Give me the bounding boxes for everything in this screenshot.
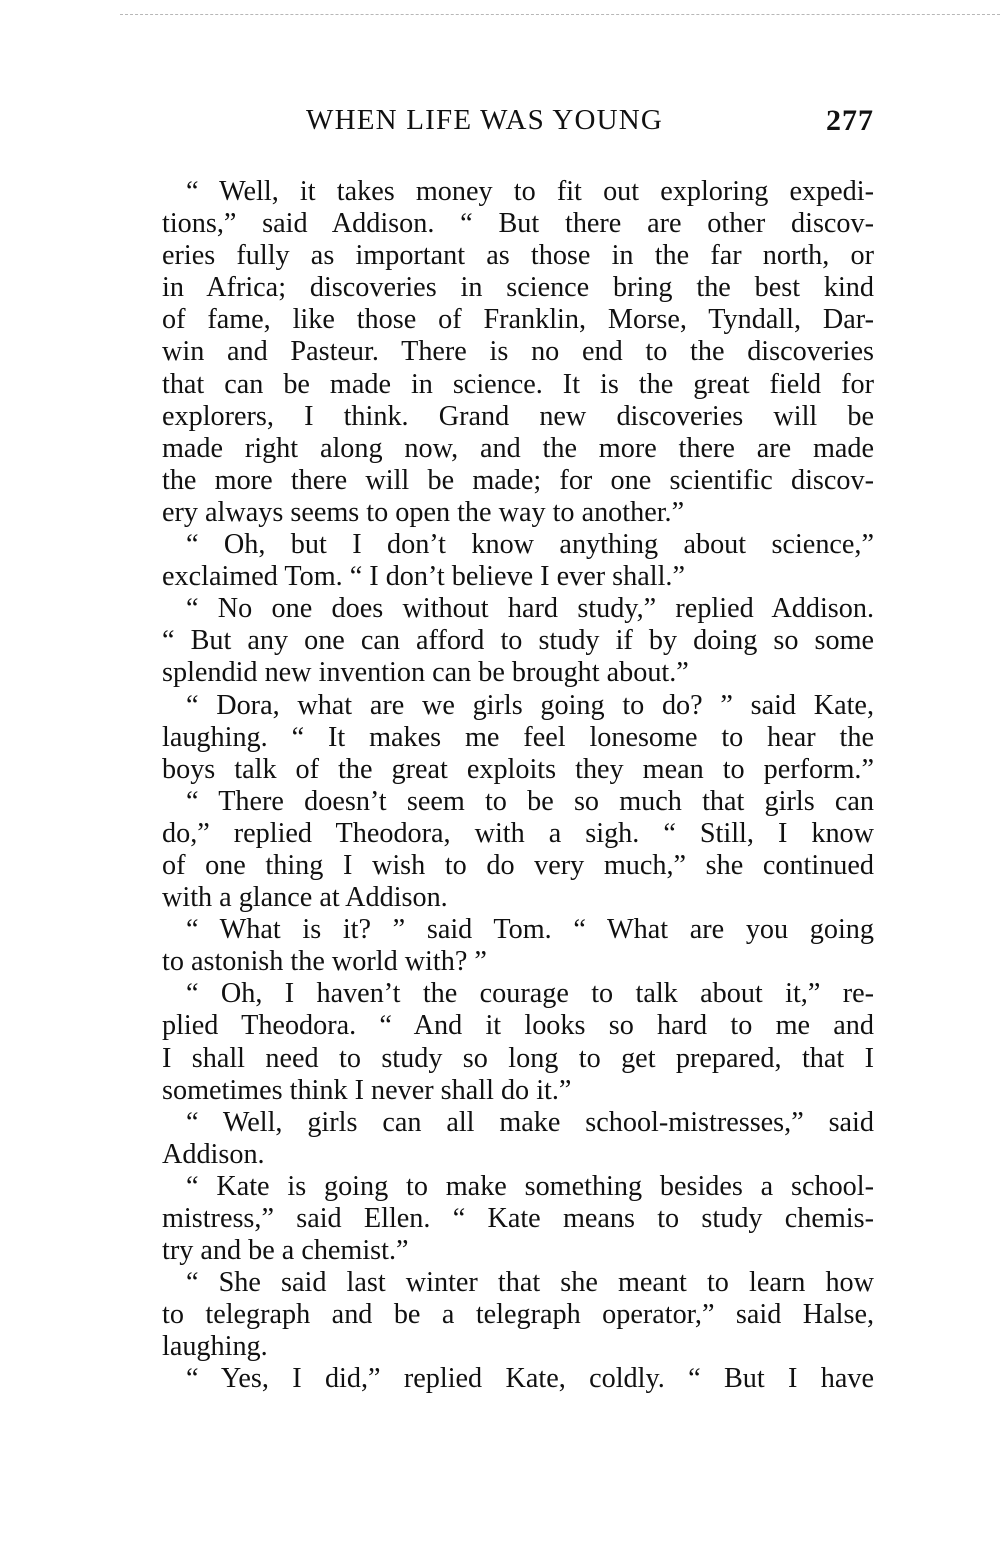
scan-edge-artifact [120,14,1000,15]
text-line: splendid new invention can be brought about.” [162,657,689,689]
text-line: plied Theodora. “ And it looks so hard to me and [162,1010,874,1042]
text-line: “ She said last winter that she meant to learn how [186,1267,874,1299]
text-line: exclaimed Tom. “ I don’t believe I ever shall.” [162,561,685,593]
text-line: “ But any one can afford to study if by doing so some [162,625,874,657]
text-line: with a glance at Addison. [162,882,448,914]
text-line: “ Well, girls can all make school-mistresses,” said [186,1106,874,1138]
text-line: “ Oh, I haven’t the courage to talk about it,” re- [186,978,874,1010]
text-line: “ Yes, I did,” replied Kate, coldly. “ But I have [186,1363,874,1395]
text-line: Addison. [162,1138,265,1170]
text-line: of fame, like those of Franklin, Morse, Tyndall, Dar- [162,304,874,336]
text-line: “ There doesn’t seem to be so much that girls can [186,785,874,817]
running-title: WHEN LIFE WAS YOUNG [306,104,664,136]
text-line: “ No one does without hard study,” replied Addison. [186,593,874,625]
text-line: laughing. “ It makes me feel lonesome to hear the [162,721,874,753]
text-line: explorers, I think. Grand new discoveries will be [162,400,874,432]
text-line: “ Kate is going to make something besides a school- [186,1170,874,1202]
text-line: laughing. [162,1331,268,1363]
text-line: sometimes think I never shall do it.” [162,1074,572,1106]
text-line: of one thing I wish to do very much,” she continued [162,849,874,881]
text-line: try and be a chemist.” [162,1235,409,1267]
text-line: “ Oh, but I don’t know anything about science,” [186,529,874,561]
text-line: that can be made in science. It is the great field for [162,368,874,400]
running-header [162,104,874,144]
text-line: to telegraph and be a telegraph operator,” said Halse, [162,1299,874,1331]
text-line: mistress,” said Ellen. “ Kate means to study chemis- [162,1203,874,1234]
text-line: the more there will be made; for one scientific discov- [162,464,874,496]
text-line: “ What is it? ” said Tom. “ What are you going [186,914,874,946]
text-line: “ Dora, what are we girls going to do? ” said Kate, [186,689,874,721]
text-line: ery always seems to open the way to another.” [162,496,685,528]
text-line: do,” replied Theodora, with a sigh. “ Still, I know [162,817,874,849]
text-line: tions,” said Addison. “ But there are other discov- [162,208,874,240]
text-line: to astonish the world with? ” [162,946,487,978]
text-line: boys talk of the great exploits they mean to perform.” [162,753,874,785]
text-line: I shall need to study so long to get prepared, that I [162,1042,874,1074]
page-number: 277 [826,104,874,137]
text-line: “ Well, it takes money to fit out exploring expedi- [186,176,874,207]
body-text [162,176,874,1396]
text-line: win and Pasteur. There is no end to the discoveries [162,336,874,368]
text-line: in Africa; discoveries in science bring the best kind [162,272,874,304]
text-line: eries fully as important as those in the far north, or [162,240,874,272]
text-line: made right along now, and the more there are made [162,432,874,464]
